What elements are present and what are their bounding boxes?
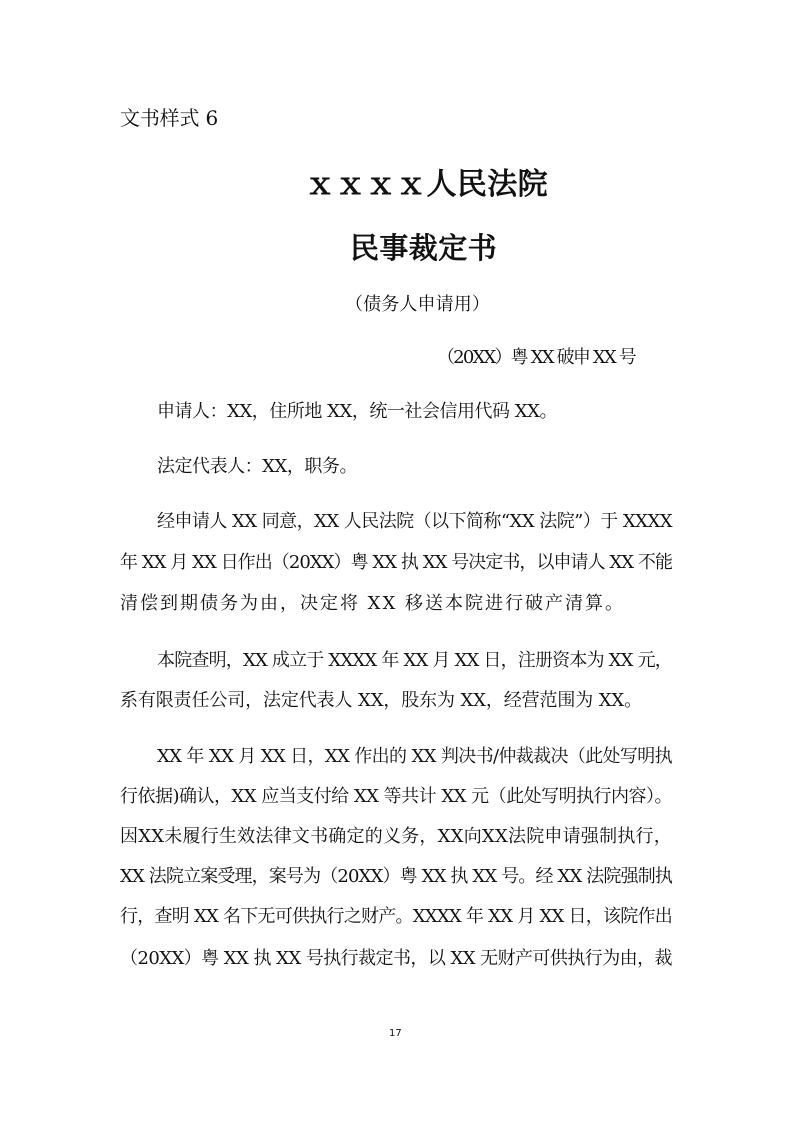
court-title: ｘｘｘｘ人民法院 xyxy=(305,167,548,202)
document-type-title: 民事裁定书 xyxy=(350,231,497,265)
paragraph-line: 年 XX 月 XX 日作出（20XX）粤 XX 执 XX 号决定书，以申请人 XX 不能 xyxy=(120,552,673,573)
case-number: （20XX）粤 XX 破申 XX 号 xyxy=(437,347,635,368)
paragraph-line: 行依据)确认，XX 应当支付给 XX 等共计 XX 元（此处写明执行内容）。 xyxy=(120,786,672,807)
paragraph-line: 法定代表人：XX，职务。 xyxy=(157,456,357,477)
paragraph-line: 本院查明，XX 成立于 XXXX 年 XX 月 XX 日，注册资本为 XX 元， xyxy=(157,650,672,671)
paragraph-line: （20XX）粤 XX 执 XX 号执行裁定书，以 XX 无财产可供执行为由，裁 xyxy=(120,948,672,969)
paragraph-line: XX 年 XX 月 XX 日，XX 作出的 XX 判决书/仲裁裁决（此处写明执 xyxy=(157,746,672,767)
paragraph-line: XX 法院立案受理，案号为（20XX）粤 XX 执 XX 号。经 XX 法院强制执 xyxy=(120,866,673,887)
paragraph-line: 清偿到期债务为由，决定将 XX 移送本院进行破产清算。 xyxy=(120,593,625,614)
document-subtitle: （债务人申请用） xyxy=(345,294,490,315)
page-number: 17 xyxy=(389,1028,402,1039)
paragraph-line: 申请人：XX，住所地 XX，统一社会信用代码 XX。 xyxy=(157,401,558,422)
paragraph-line: 行，查明 XX 名下无可供执行之财产。XXXX 年 XX 月 XX 日，该院作出 xyxy=(120,906,672,927)
document-style-label: 文书样式 6 xyxy=(120,106,218,130)
paragraph-line: 经申请人 XX 同意，XX 人民法院（以下简称“XX 法院”）于 XXXX xyxy=(157,511,672,532)
paragraph-line: 系有限责任公司，法定代表人 XX，股东为 XX，经营范围为 XX。 xyxy=(120,690,642,711)
paragraph-line: 因XX未履行生效法律文书确定的义务，XX向XX法院申请强制执行， xyxy=(120,826,672,847)
